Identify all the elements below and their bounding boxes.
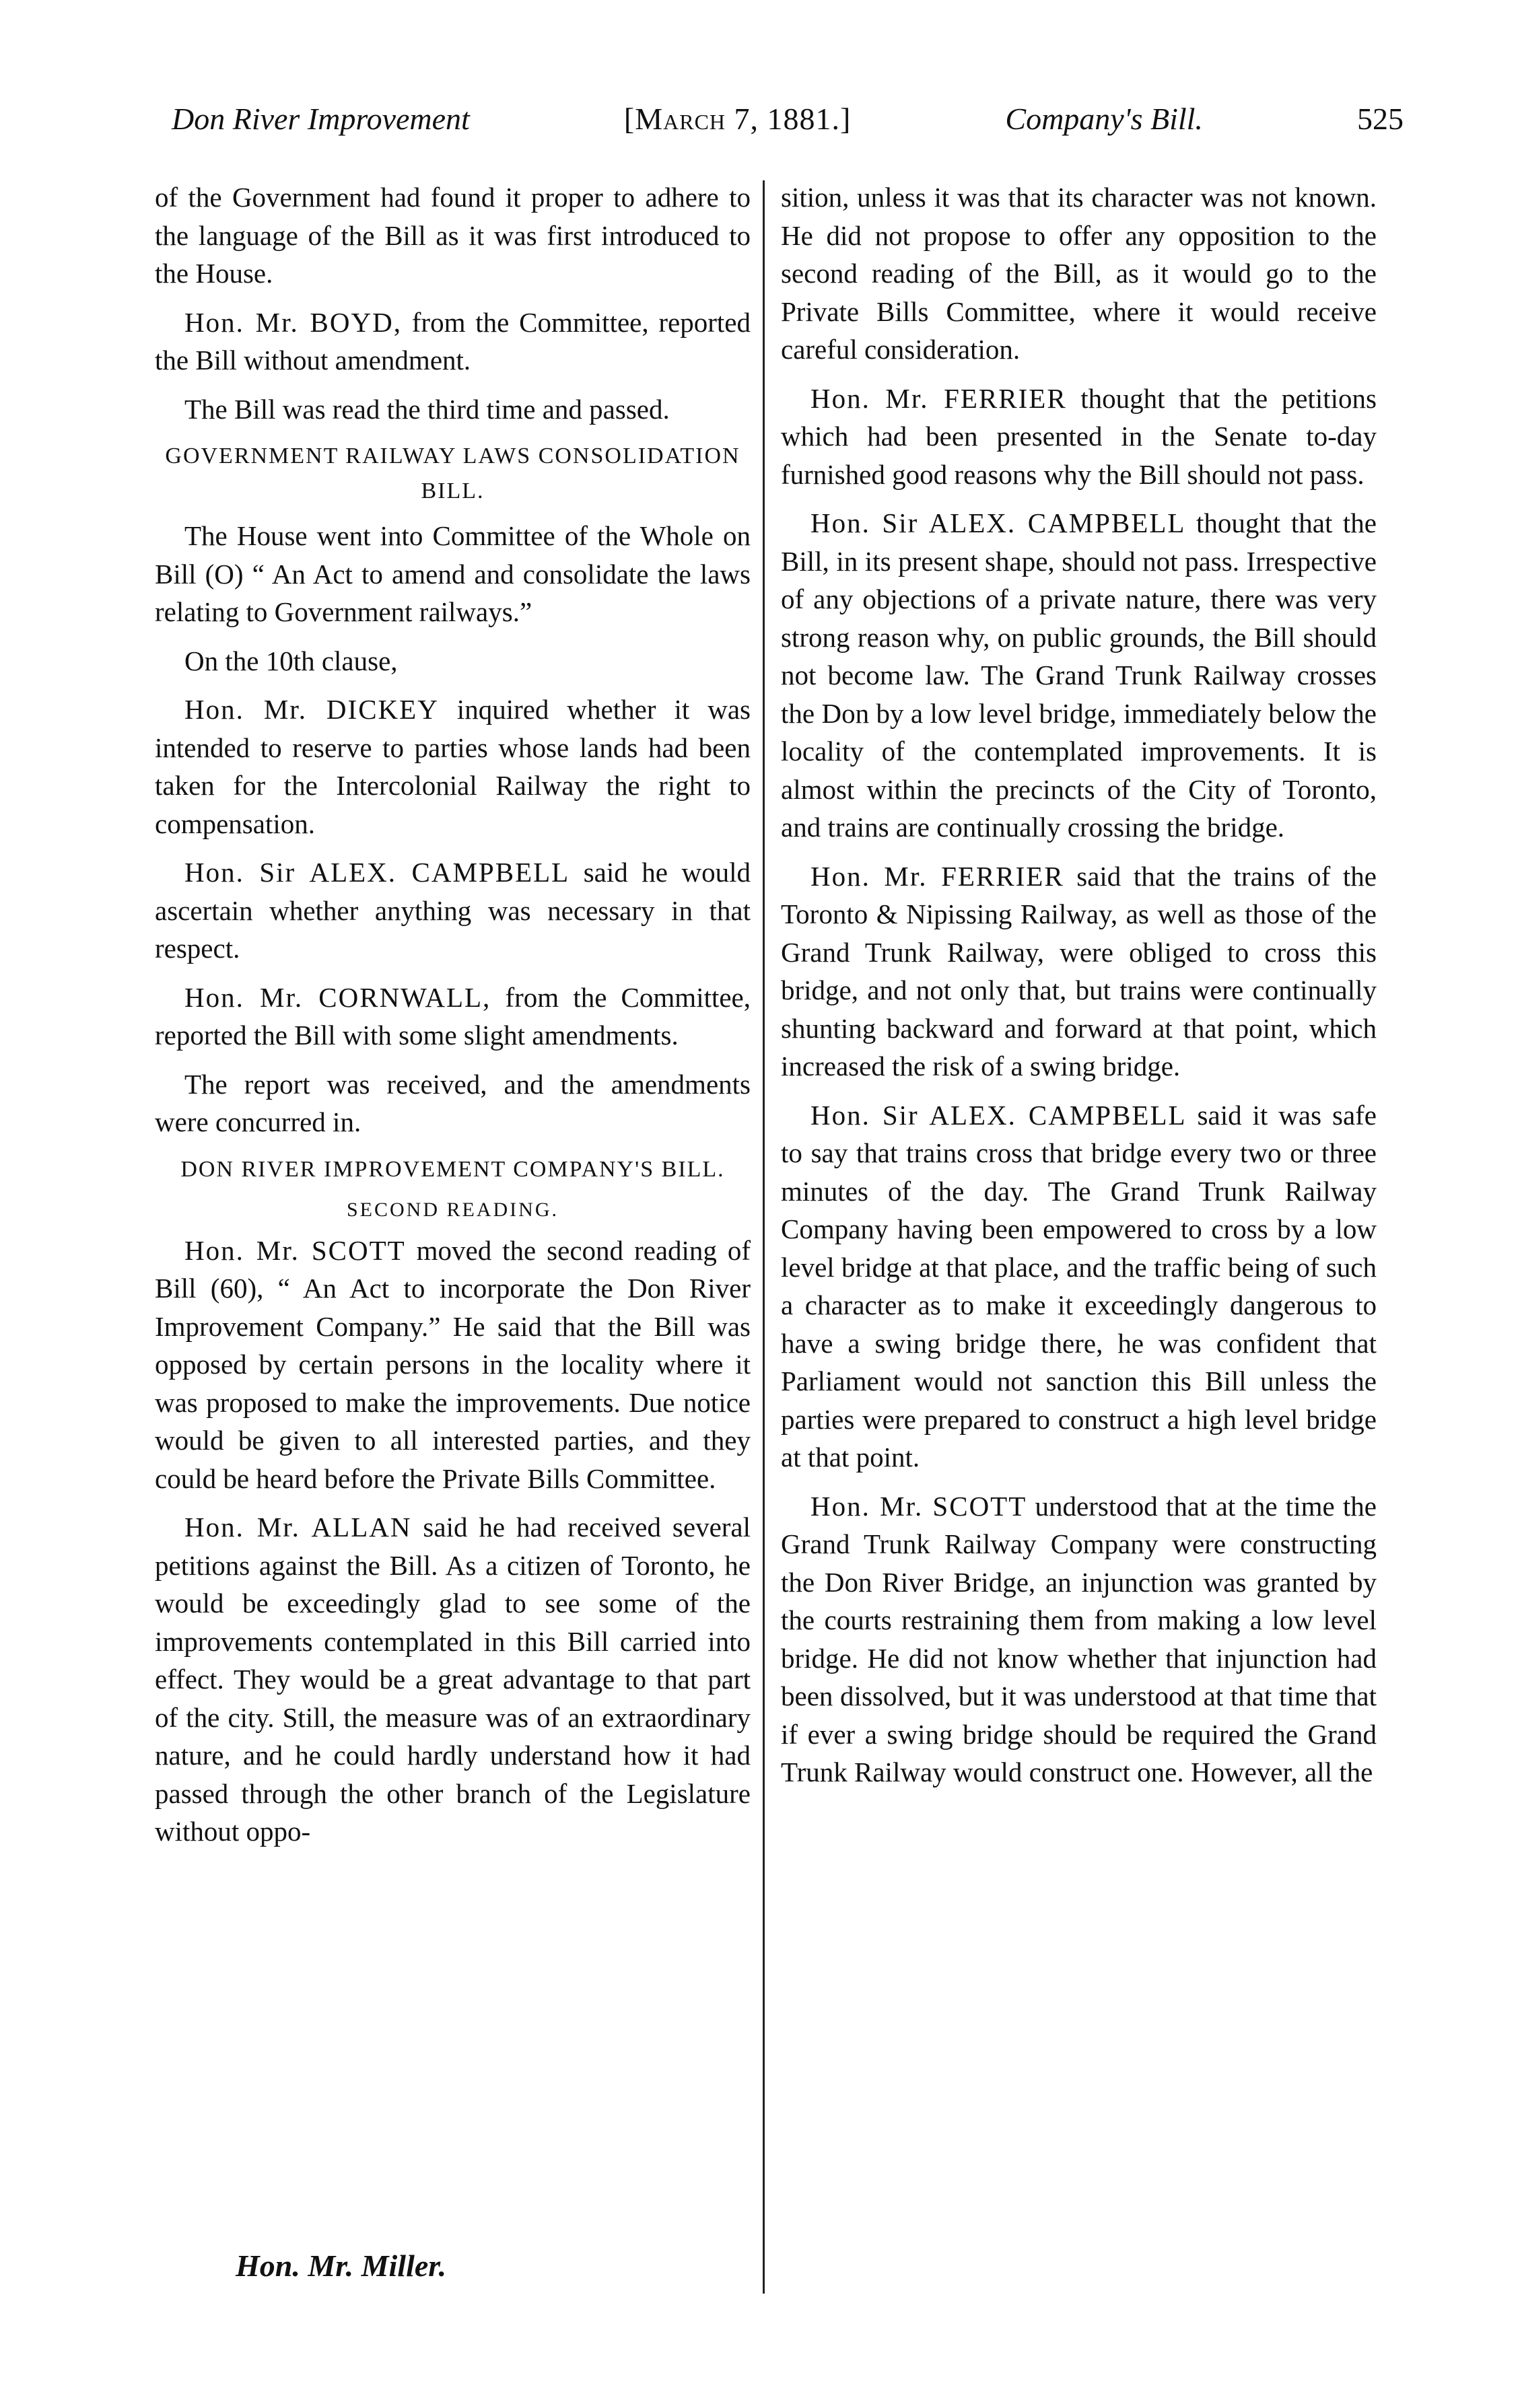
footer-speaker-note: Hon. Mr. Miller. [236, 2248, 447, 2283]
paragraph [781, 1096, 1377, 1477]
paragraph [155, 979, 751, 1055]
speech-text: understood that at the time the Grand Trunk Railway Company were constructing the Don River Bridge, an injunction was granted by the courts restraining them from making a low level bridge. He did not know whether that injunction had been dissolved, but it was understood at that time that if ever a swing bridge should be required the Grand Trunk Railway would construct one. However, all the [781, 1490, 1377, 1787]
paragraph [155, 1232, 751, 1498]
speech-text: thought that the petitions which had been presented in the Senate to-day furnished good reasons why the Bill should not pass. [781, 382, 1377, 490]
running-head-left: Don River Improvement [172, 102, 470, 136]
page-number: 525 [1356, 102, 1404, 136]
running-head-right: Company's Bill. [1005, 102, 1203, 136]
column-divider [763, 180, 765, 2294]
paragraph: On the 10th clause, [184, 645, 398, 676]
speaker-name: Hon. Mr. DICKEY [184, 694, 439, 725]
left-column [155, 178, 751, 1862]
speaker-name: Hon. Sir ALEX. CAMPBELL [184, 857, 570, 888]
speaker-name: Hon. Mr. FERRIER [810, 382, 1067, 414]
speaker-name: Hon. Mr. BOYD, [184, 306, 402, 338]
paragraph: The report was received, and the amendments were concurred in. [155, 1068, 751, 1137]
speech-text: from the Committee, reported the Bill without amendment. [155, 306, 751, 376]
speaker-name: Hon. Sir ALEX. CAMPBELL [810, 507, 1186, 538]
paragraph [155, 1508, 751, 1851]
speech-text: said he would ascertain whether anything was necessary in that respect. [155, 857, 751, 964]
section-heading: GOVERNMENT RAILWAY LAWS CONSOLIDATION BILL. [165, 444, 740, 503]
paragraph: The Bill was read the third time and passed. [184, 393, 670, 425]
paragraph [781, 1487, 1377, 1792]
paragraph [781, 857, 1377, 1086]
speaker-name: Hon. Mr. ALLAN [184, 1512, 412, 1543]
paragraph [155, 853, 751, 968]
paragraph: The House went into Committee of the Whole on Bill (O) “ An Act to amend and consolidate the laws relating to Government railways.” [155, 520, 751, 627]
right-column [781, 178, 1377, 1802]
paragraph: sition, unless it was that its character was not known. He did not propose to offer any opposition to the second reading of the Bill, as it would go to the Private Bills Committee, where it would receive careful consideration. [781, 182, 1377, 365]
speech-text: said he had received several petitions against the Bill. As a citizen of Toronto, he would be exceedingly glad to see some of the improvements contemplated in this Bill carried into effect. They would be a great advantage to that part of the city. Still, the measure was of an extraordinary nature, and he could hardly understand how it had passed through the other branch of the Legislature without oppo- [155, 1512, 751, 1847]
speaker-name: Hon. Mr. FERRIER [810, 860, 1064, 892]
paragraph [781, 380, 1377, 494]
speech-text: moved the second reading of Bill (60), “ An Act to incorporate the Don River Improvement Company.” He said that the Bill was opposed by certain persons in the locality where it was proposed to make the improvements. Due notice would be given to all interested parties, and they could be heard before the Private Bills Committee. [155, 1234, 751, 1494]
speaker-name: Hon. Mr. SCOTT [810, 1490, 1027, 1522]
speaker-name: Hon. Mr. SCOTT [184, 1234, 406, 1266]
speech-text: said that the trains of the Toronto & Nipissing Railway, as well as those of the Grand Trunk Railway, were obliged to cross this bridge, and not only that, but trains were continually shunting backward and forward at that point, which increased the risk of a swing bridge. [781, 860, 1377, 1082]
paragraph [781, 504, 1377, 847]
speech-text: said it was safe to say that trains cross that bridge every two or three minutes of the day. The Grand Trunk Railway Company having been empowered to cross by a low level bridge at that place, and the traffic being of such a character as to make it exceedingly dangerous to have a swing bridge there, he was confident that Parliament would not sanction this Bill unless the parties were prepared to construct a high level bridge at that point. [781, 1099, 1377, 1473]
page-header [172, 101, 1404, 148]
speech-text: from the Committee, reported the Bill with some slight amendments. [155, 981, 751, 1051]
running-head-date: [March 7, 1881.] [623, 102, 852, 136]
speaker-name: Hon. Sir ALEX. CAMPBELL [810, 1099, 1187, 1131]
paragraph: of the Government had found it proper to adhere to the language of the Bill as it was first introduced to the House. [155, 182, 751, 289]
paragraph [155, 690, 751, 843]
speech-text: thought that the Bill, in its present shape, should not pass. Irrespective of any objections of a private nature, there was very strong reason why, on public grounds, the Bill should not become law. The Grand Trunk Railway crosses the Don by a low level bridge, immediately below the locality of the contemplated improvements. It is almost within the precincts of the City of Toronto, and trains are continually crossing the bridge. [781, 507, 1377, 843]
paragraph [155, 304, 751, 380]
speaker-name: Hon. Mr. CORNWALL, [184, 981, 491, 1013]
speech-text: inquired whether it was intended to reserve to parties whose lands had been taken for the Intercolonial Railway the right to compensation. [155, 694, 751, 839]
section-subheading: SECOND READING. [347, 1198, 559, 1221]
section-heading: DON RIVER IMPROVEMENT COMPANY'S BILL. [180, 1156, 725, 1182]
